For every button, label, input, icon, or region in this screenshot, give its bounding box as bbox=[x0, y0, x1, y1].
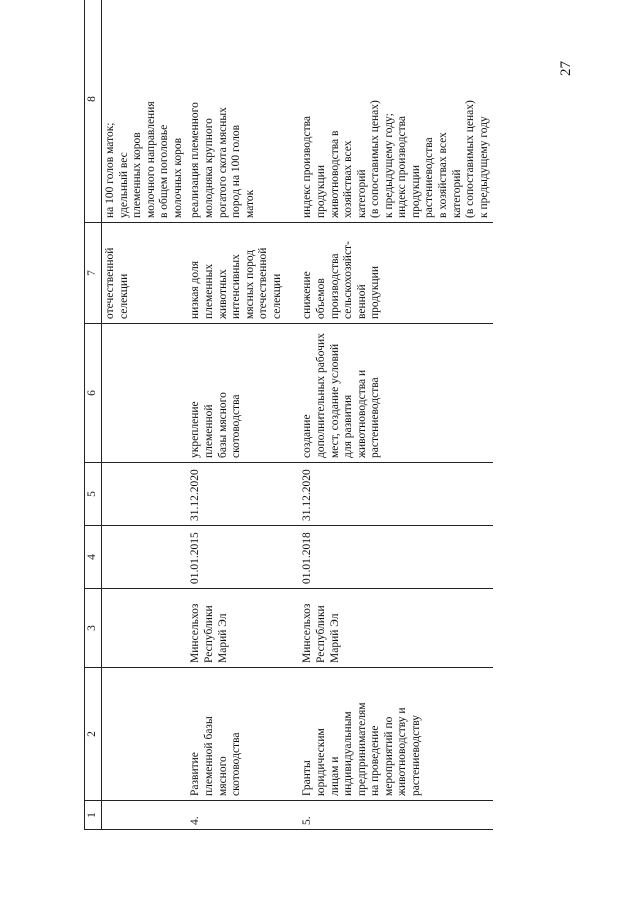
executor: Минсельхоз Республики Марий Эл bbox=[187, 589, 299, 668]
column-number-row bbox=[85, 0, 102, 830]
col-header-8: 8 bbox=[85, 0, 102, 223]
risk-consequence: низкая доля племенных животных интенсивных мясных пород отечественной селекции bbox=[187, 223, 299, 324]
indicator: реализация племенного молодняка крупного рогатого скота мясных пород на 100 голов маток bbox=[187, 0, 299, 223]
end-date: 31.12.2020 bbox=[299, 463, 493, 526]
start-date: 01.01.2018 bbox=[299, 526, 493, 589]
col-header-6: 6 bbox=[85, 324, 102, 463]
risk-consequence: снижение объемов производства сельскохозяйст- венной продукции bbox=[299, 223, 493, 324]
measure-name: Гранты юридическим лицам и индивидуальным предпринимателям на проведение мероприятий по животноводству и растениеводству bbox=[299, 668, 493, 801]
executor: Минсельхоз Республики Марий Эл bbox=[299, 589, 493, 668]
expected-result: создание дополнительных рабочих мест, создание условий для развития животноводства и растениеводства bbox=[299, 324, 493, 463]
col-header-4: 4 bbox=[85, 526, 102, 589]
expected-result: укрепление племенной базы мясного скотоводства bbox=[187, 324, 299, 463]
row-number: 4. bbox=[187, 801, 299, 830]
col-header-7: 7 bbox=[85, 223, 102, 324]
measures-table-rotated bbox=[84, 48, 490, 830]
table-row bbox=[299, 0, 493, 830]
start-date: 01.01.2015 bbox=[187, 526, 299, 589]
continuation-risk: отечественной селекции bbox=[102, 223, 188, 324]
continuation-indicator: на 100 голов маток; удельный вес племенных коров молочного направления в общем поголовье молочных коров bbox=[102, 0, 188, 223]
end-date: 31.12.2020 bbox=[187, 463, 299, 526]
page-number: 27 bbox=[558, 61, 574, 76]
measure-name: Развитие племенной базы мясного скотоводства bbox=[187, 668, 299, 801]
col-header-3: 3 bbox=[85, 589, 102, 668]
row-number: 5. bbox=[299, 801, 493, 830]
col-header-1: 1 bbox=[85, 801, 102, 830]
col-header-2: 2 bbox=[85, 668, 102, 801]
indicator: индекс производства продукции животноводства в хозяйствах всех категорий (в сопоставимых ценах) к предыдущему году; индекс производства продукции растениеводства в хозяйствах всех категорий (в сопоставимых ценах) к предыдущему году bbox=[299, 0, 493, 223]
continuation-row bbox=[102, 0, 188, 830]
measures-table bbox=[84, 0, 493, 830]
col-header-5: 5 bbox=[85, 463, 102, 526]
table-row bbox=[187, 0, 299, 830]
